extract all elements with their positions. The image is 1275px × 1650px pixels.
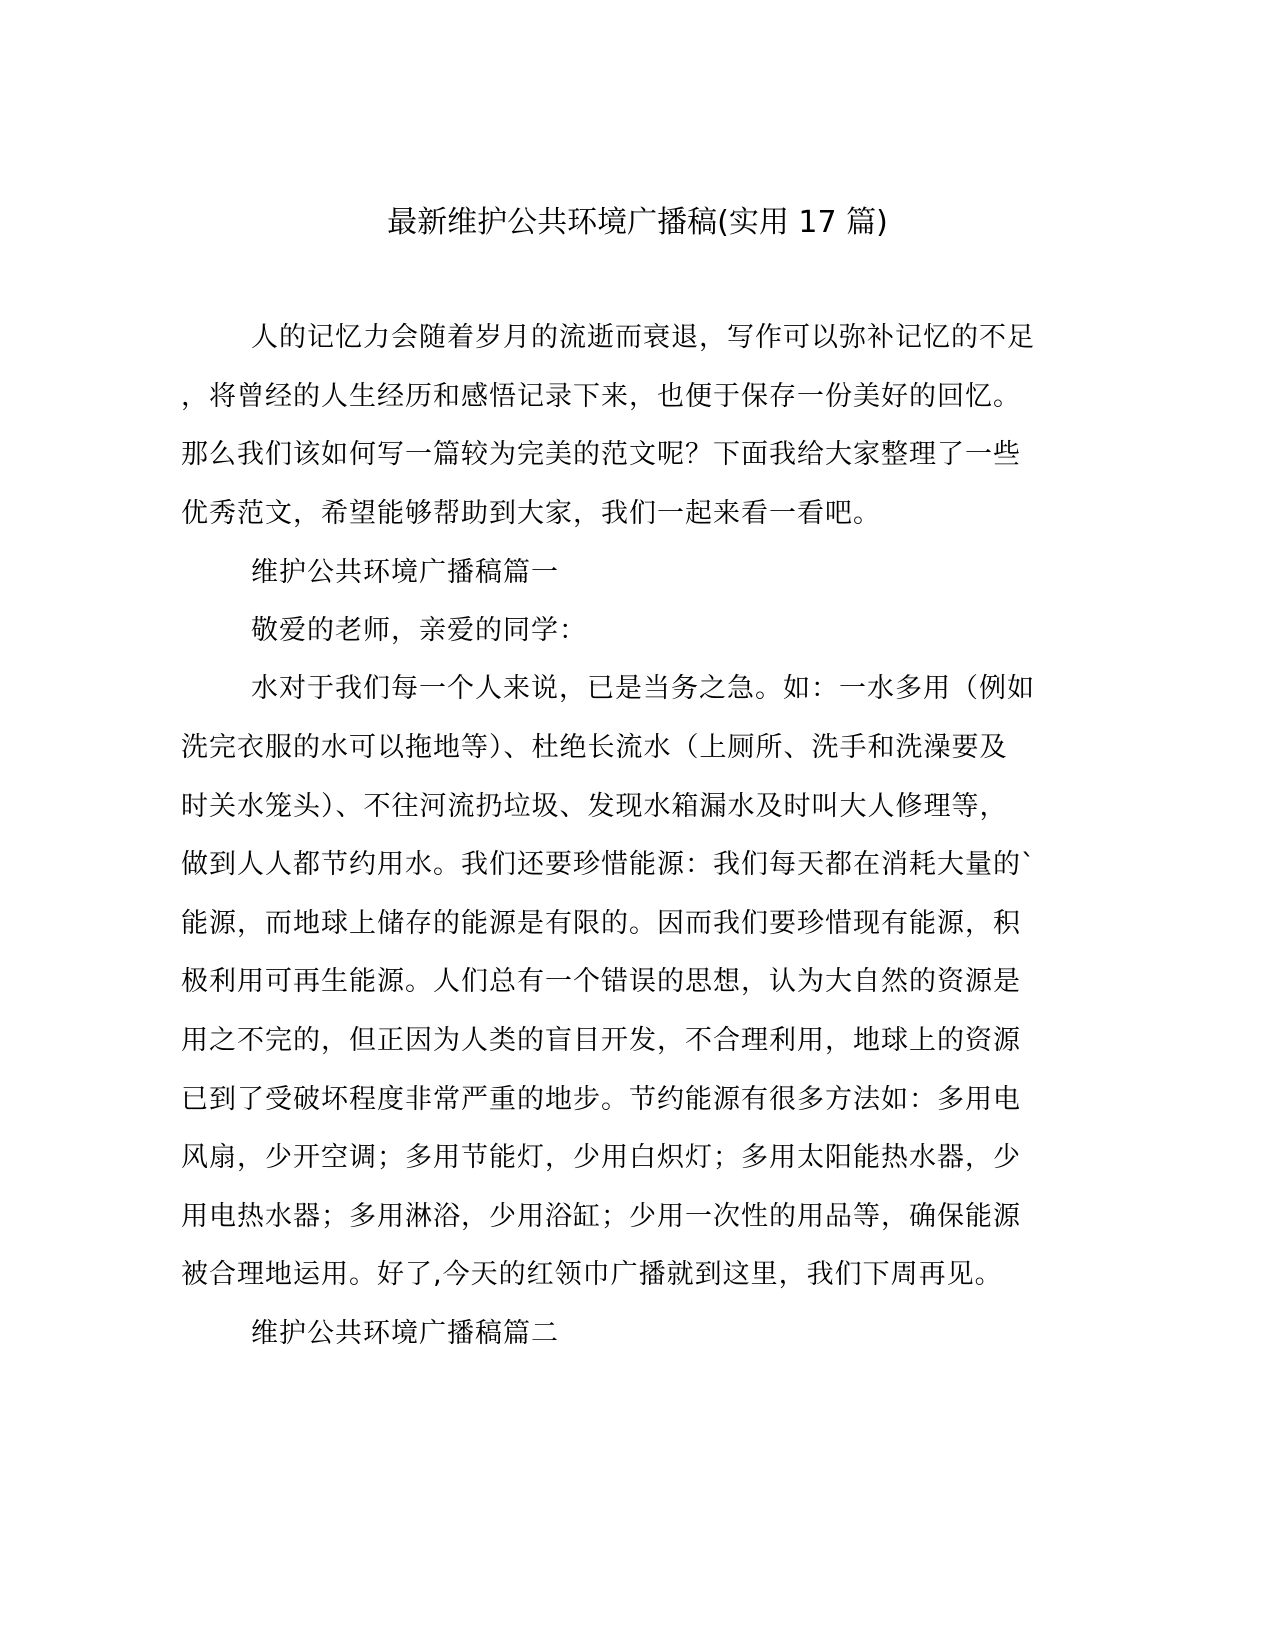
body-line: 能源，而地球上储存的能源是有限的。因而我们要珍惜现有能源，积 (181, 908, 1021, 939)
intro-line: 那么我们该如何写一篇较为完美的范文呢？下面我给大家整理了一些 (181, 439, 1021, 470)
body-line: 做到人人都节约用水。我们还要珍惜能源：我们每天都在消耗大量的` (181, 849, 1036, 880)
body-line: 洗完衣服的水可以拖地等）、杜绝长流水（上厕所、洗手和洗澡要及 (181, 732, 1008, 763)
body-line: 风扇，少开空调；多用节能灯，少用白炽灯；多用太阳能热水器，少 (181, 1142, 1021, 1173)
intro-line: 人的记忆力会随着岁月的流逝而衰退，写作可以弥补记忆的不足 (251, 322, 1035, 353)
body-line: 被合理地运用。好了,今天的红领巾广播就到这里，我们下周再见。 (181, 1259, 1003, 1290)
intro-line: 优秀范文，希望能够帮助到大家，我们一起来看一看吧。 (181, 498, 881, 529)
body-line: 时关水笼头）、不往河流扔垃圾、发现水箱漏水及时叫大人修理等， (181, 791, 1008, 822)
body-line: 水对于我们每一个人来说，已是当务之急。如：一水多用（例如 (251, 673, 1035, 704)
body-line: 用电热水器；多用淋浴，少用浴缸；少用一次性的用品等，确保能源 (181, 1201, 1021, 1232)
section-heading-1: 维护公共环境广播稿篇一 (251, 557, 559, 588)
greeting: 敬爱的老师，亲爱的同学： (251, 615, 587, 646)
body-line: 极利用可再生能源。人们总有一个错误的思想，认为大自然的资源是 (181, 966, 1021, 997)
body-line: 用之不完的，但正因为人类的盲目开发，不合理利用，地球上的资源 (181, 1025, 1021, 1056)
section-heading-2: 维护公共环境广播稿篇二 (251, 1318, 559, 1349)
body-line: 已到了受破坏程度非常严重的地步。节约能源有很多方法如：多用电 (181, 1084, 1021, 1115)
document-title: 最新维护公共环境广播稿(实用 17 篇) (387, 205, 888, 240)
intro-line: ，将曾经的人生经历和感悟记录下来，也便于保存一份美好的回忆。 (181, 381, 1021, 412)
